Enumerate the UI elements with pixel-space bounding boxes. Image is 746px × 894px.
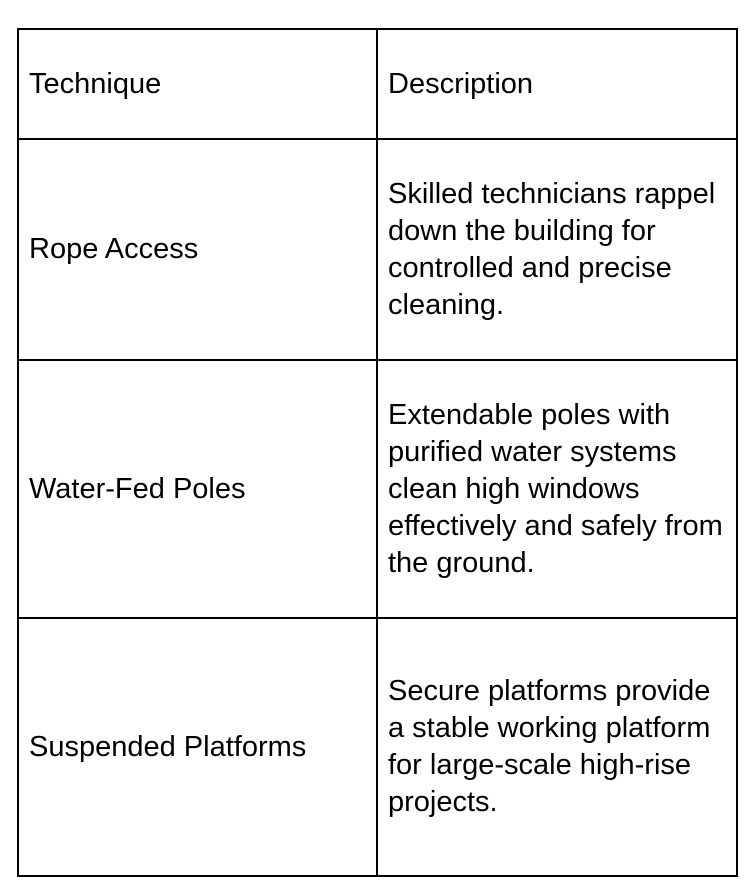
technique-cell: Rope Access [18,139,377,360]
header-description: Description [377,29,737,139]
description-cell: Secure platforms provide a stable working platform for large-scale high-rise projects. [377,618,737,876]
table-row [18,618,737,876]
description-cell: Extendable poles with purified water systems clean high windows effectively and safely from the ground. [377,360,737,618]
table-row [18,139,737,360]
table-row [18,360,737,618]
description-cell: Skilled technicians rappel down the building for controlled and precise cleaning. [377,139,737,360]
header-technique: Technique [18,29,377,139]
technique-cell: Water-Fed Poles [18,360,377,618]
table-header-row [18,29,737,139]
technique-cell: Suspended Platforms [18,618,377,876]
techniques-table [17,28,738,877]
